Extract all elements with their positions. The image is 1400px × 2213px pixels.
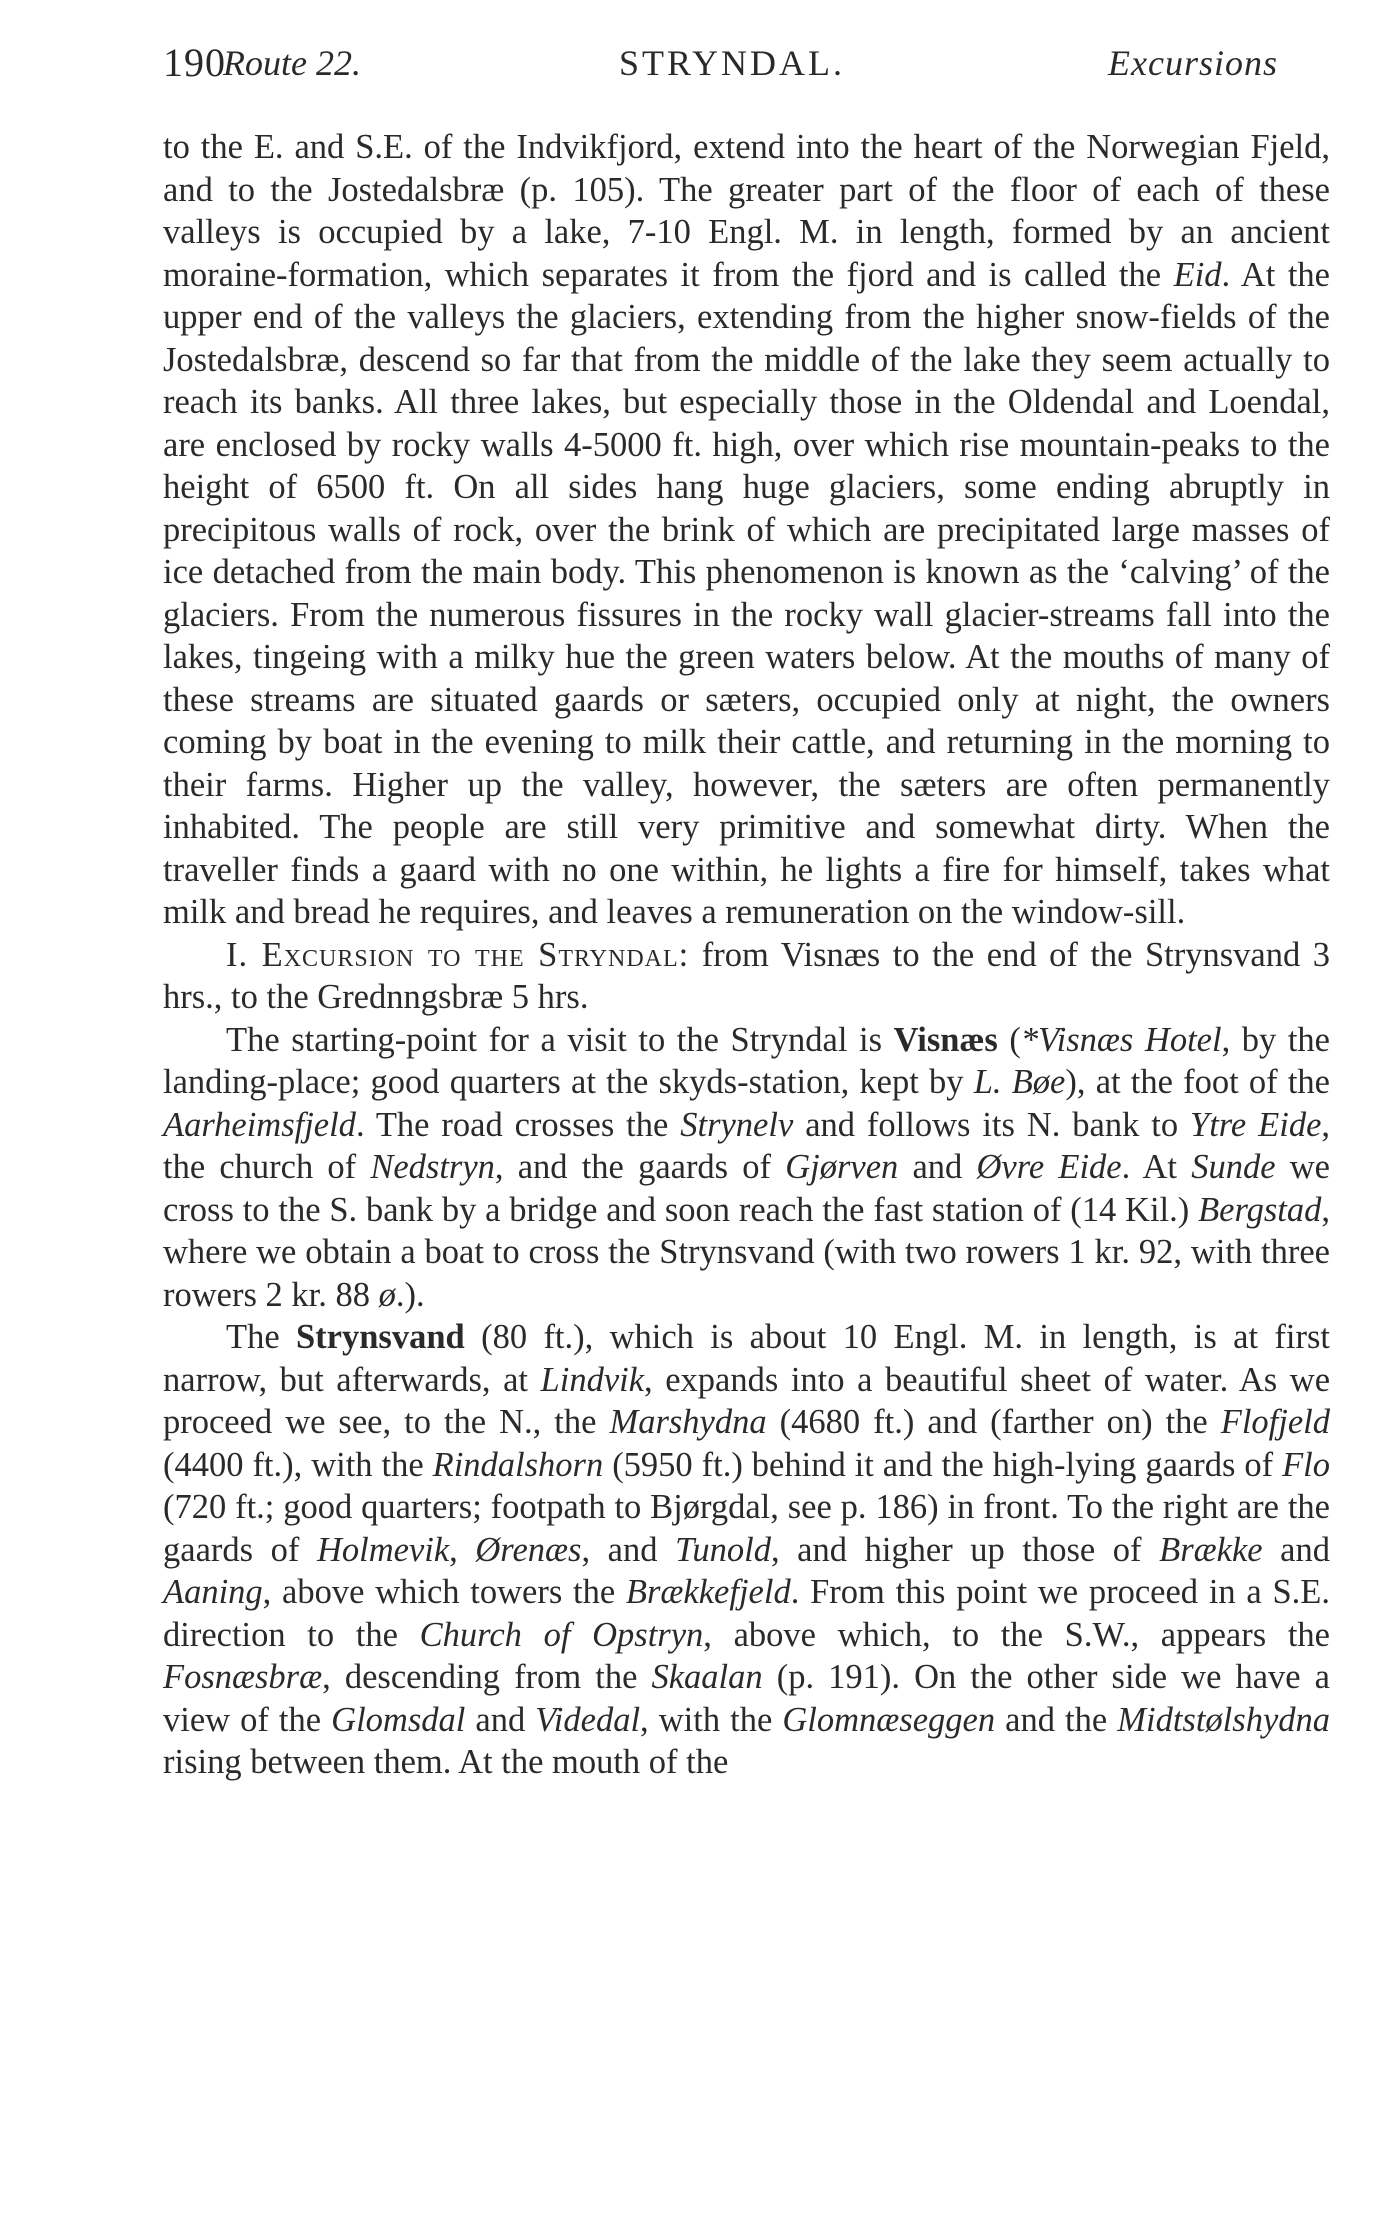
text-run: and (465, 1700, 536, 1739)
place-name: Marshydna (609, 1403, 767, 1441)
text-run: ( (997, 1020, 1021, 1059)
body-text (163, 126, 1330, 1784)
page-number: 190 (163, 40, 226, 85)
text-run: (80 ft.), which is about 10 Engl. M. in length, is at first narrow, but afterwards, at (163, 1318, 1330, 1399)
text-run: , where we obtain a boat to cross the Strynsvand (with two rowers 1 kr. 92, with three rowers 2 kr. 88 (163, 1190, 1330, 1314)
text-run: , and the gaards of (494, 1148, 786, 1186)
text-run: , by the landing-place; good quarters at the skyds-station, kept by (163, 1020, 1330, 1101)
place-name: Gjørven (785, 1148, 899, 1186)
paragraph-strynsvand (163, 1316, 1330, 1784)
text-run: (4680 ft.) and (farther on) the (766, 1403, 1221, 1441)
text-run: , above which towers the (262, 1573, 626, 1611)
place-name: Glomsdal (331, 1700, 466, 1739)
text-run: , and (581, 1530, 676, 1569)
text-run: , and higher up those of (770, 1530, 1160, 1569)
text-run: .). (395, 1275, 425, 1314)
place-name-bold: Strynsvand (296, 1318, 465, 1356)
place-name: Brækkefjeld (625, 1573, 791, 1611)
hotel-name: *Visnæs Hotel (1020, 1020, 1222, 1059)
place-name: Flofjeld (1220, 1403, 1330, 1441)
place-name-bold: Visnæs (893, 1020, 998, 1059)
text-run: from Visnæs to the end of the Strynsvand 3 hrs., to the Grednngsbræ 5 hrs. (163, 935, 1330, 1016)
text-run: , above which, to the S.W., appears the (703, 1615, 1330, 1654)
place-name: Glomnæseggen (782, 1700, 996, 1739)
text-run: and (898, 1148, 977, 1186)
place-name: Videdal (535, 1700, 641, 1739)
text-run: ), at the foot of the (1065, 1063, 1330, 1101)
place-name: Bergstad (1198, 1190, 1322, 1229)
running-header (163, 40, 1278, 86)
text-run: , with the (640, 1700, 783, 1739)
text-run: (5950 ft.) behind it and the high-lying gaards of (603, 1445, 1283, 1484)
place-name: Rindalshorn (432, 1445, 604, 1484)
place-name: Aarheimsfjeld (163, 1105, 356, 1144)
text-run: The starting-point for a visit to the Stryndal is (226, 1020, 894, 1059)
paragraph-excursion-heading (163, 934, 1330, 1019)
text-run: . The road crosses the (355, 1105, 681, 1144)
place-name: Fosnæsbræ (163, 1658, 323, 1696)
place-name: Eid (1173, 255, 1222, 294)
text-run: rising between them. At the mouth of the (163, 1743, 729, 1781)
place-name: Nedstryn (370, 1148, 495, 1186)
text-run: (p. 191). On the other side we have a view of the (163, 1658, 1330, 1739)
text-run: , the church of (163, 1105, 1331, 1186)
excursion-heading: I. Excursion to the Stryndal: (226, 935, 690, 974)
place-name: Holmevik (316, 1530, 450, 1569)
place-name: Øvre Eide (976, 1148, 1122, 1186)
text-run: and the (995, 1700, 1118, 1739)
route-label: Route 22. (223, 43, 361, 83)
place-name: Flo (1282, 1445, 1330, 1484)
text-run: . From this point we proceed in a S.E. direction to the (163, 1573, 1330, 1654)
text-run: , (449, 1530, 476, 1569)
chapter-title: STRYNDAL. (619, 43, 846, 83)
text-run: . At (1121, 1148, 1192, 1186)
paragraph-starting-point (163, 1019, 1330, 1317)
place-name: Sunde (1191, 1148, 1276, 1186)
place-name: Midtstølshydna (1117, 1700, 1331, 1739)
text-run: (720 ft.; good quarters; footpath to Bjørgdal, see p. 186) in front. To the right are the gaards of (163, 1488, 1330, 1569)
person-name: L. Bøe (973, 1063, 1066, 1101)
text-run: and (1262, 1530, 1330, 1569)
place-name: Tunold (675, 1530, 771, 1569)
place-name: Skaalan (651, 1658, 763, 1696)
text-run: , expands into a beautiful sheet of water. As we proceed we see, to the N., the (163, 1360, 1331, 1441)
place-name: Brække (1159, 1530, 1263, 1569)
place-name: Ytre Eide (1190, 1105, 1322, 1144)
text-run: . At the upper end of the valleys the glaciers, extending from the higher snow-fields of the Jostedalsbræ, descend so far that from the middle of the lake they seem actually to reach its banks. All three lakes, but especially those in the Oldendal and Loendal, are enclosed by rocky walls 4-5000 ft. high, over which rise mountain-peaks to the height of 6500 ft. On all sides hang huge glaciers, some ending abruptly in precipitous walls of rock, over the brink of which are precipitated large masses of ice detached from the main body. This phenomenon is known as the ‘calving’ of the glaciers. From the numerous fissures in the rocky wall glacier-streams fall into the lakes, tingeing with a milky hue the green waters below. At the mouths of many of these streams are situated gaards or sæters, occupied only at night, the owners coming by boat in the evening to milk their cattle, and returning in the morning to their farms. Higher up the valley, however, the sæters are often permanently inhabited. The people are still very primitive and somewhat dirty. When the traveller finds a gaard with no one within, he lights a fire for himself, takes what milk and bread he requires, and leaves a remuneration on the window-sill. (163, 255, 1330, 931)
text-run: and follows its N. bank to (793, 1105, 1191, 1144)
place-name: Church of Opstryn (419, 1615, 704, 1654)
text-run: we cross to the S. bank by a bridge and soon reach the fast station of (14 Kil.) (163, 1148, 1330, 1229)
paragraph-valleys (163, 126, 1330, 934)
place-name: Ørenæs (475, 1530, 582, 1569)
text-run: to the E. and S.E. of the Indvikfjord, extend into the heart of the Norwegian Fjeld, and to the Jostedalsbræ (p. 105). The greater part of the floor of each of these valleys is occupied by a lake, 7-10 Engl. M. in length, formed by an ancient moraine-formation, which separates it from the fjord and is called the (163, 128, 1330, 294)
place-name: Aaning (163, 1573, 263, 1611)
place-name: Lindvik (540, 1360, 645, 1399)
text-run: The (226, 1318, 296, 1356)
text-run: (4400 ft.), with the (163, 1445, 433, 1484)
currency-abbrev: ø (378, 1275, 396, 1314)
section-label: Excursions (1108, 43, 1278, 83)
place-name: Strynelv (680, 1105, 794, 1144)
text-run: , descending from the (322, 1658, 652, 1696)
